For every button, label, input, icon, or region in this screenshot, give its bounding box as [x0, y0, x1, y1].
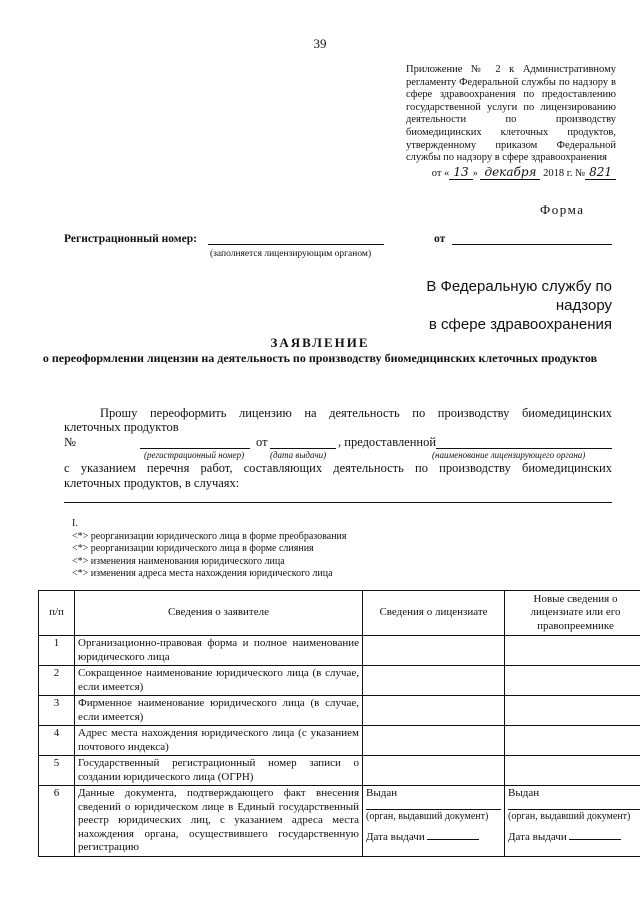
row-number: 2: [39, 666, 75, 696]
issue-date-row: [508, 831, 640, 845]
row-number: 5: [39, 756, 75, 786]
table-row: [39, 786, 640, 857]
licensing-authority-field[interactable]: [436, 448, 612, 449]
row-description: Сокращенное наименование юридического лица (в случае, если имеется): [75, 666, 363, 696]
new-info-cell[interactable]: [505, 696, 640, 726]
registration-date-field[interactable]: [452, 244, 612, 245]
row-description: Фирменное наименование юридического лица (в случае, если имеется): [75, 696, 363, 726]
new-info-cell[interactable]: [505, 726, 640, 756]
table-row: [39, 756, 640, 786]
applicant-info-table: [38, 590, 640, 857]
cases-field[interactable]: [64, 502, 612, 503]
row-description: Государственный регистрационный номер записи о создании юридического лица (ОГРН): [75, 756, 363, 786]
issue-date-label: Дата выдачи: [366, 831, 425, 843]
date-sep: »: [472, 167, 478, 179]
date-month: декабря: [480, 165, 540, 180]
new-info-cell[interactable]: [505, 636, 640, 666]
recipient: [370, 277, 612, 334]
license-date-label: от: [256, 435, 268, 449]
row-number: 3: [39, 696, 75, 726]
table-row: [39, 666, 640, 696]
issuer-hint: (орган, выдавший документ): [366, 810, 489, 822]
appendix-text: Приложение № 2 к Административному регламенту Федеральной службы по надзору в сфере здравоохранения по предоставлению государственной услуги по лицензированию деятельности по производству биомедицинских клеточных продуктов, утвержденному приказом Федеральной службы по надзору в сфере здравоохранения: [406, 64, 616, 164]
row-description: Адрес места нахождения юридического лица (с указанием почтового индекса): [75, 726, 363, 756]
request-line-5: клеточных продуктов, в случаях:: [64, 476, 240, 490]
document-subtitle: о переоформлении лицензии на деятельность по производству биомедицинских клеточных продуктов: [42, 351, 598, 365]
issued-label: Выдан: [508, 787, 540, 799]
table-header-row: [39, 591, 640, 636]
registration-date-label: от: [434, 233, 446, 245]
table-row: [39, 636, 640, 666]
issuer-field[interactable]: [508, 801, 640, 810]
registration-label: Регистрационный номер:: [64, 233, 197, 245]
licensee-cell[interactable]: [363, 726, 505, 756]
date-number: 821: [585, 165, 616, 180]
license-number-field[interactable]: [140, 448, 250, 449]
issued-label: Выдан: [366, 787, 398, 799]
recipient-line-1: В Федеральную службу по надзору: [426, 278, 612, 314]
license-date-field[interactable]: [270, 448, 336, 449]
option-item[interactable]: <*> реорганизации юридического лица в форме слияния: [72, 543, 314, 554]
row-number: 1: [39, 636, 75, 666]
registration-number-field[interactable]: [208, 244, 384, 245]
request-line-4: с указанием перечня работ, составляющих деятельность по производству биомедицинских: [64, 461, 612, 475]
options-marker: I.: [72, 518, 78, 529]
date-day: 13: [449, 165, 472, 180]
option-item[interactable]: <*> реорганизации юридического лица в форме преобразования: [72, 530, 347, 542]
request-line-1: Прошу переоформить лицензию на деятельность по производству биомедицинских: [100, 406, 612, 420]
licensee-cell[interactable]: [363, 666, 505, 696]
row-description: Данные документа, подтверждающего факт внесения сведений о юридическом лице в Единый государственный реестр юридических лиц, с указанием адреса места нахождения органа, осуществившего государственную регистрацию: [75, 786, 363, 857]
issue-date-field[interactable]: [569, 839, 621, 840]
licensee-cell[interactable]: [363, 636, 505, 666]
new-info-cell[interactable]: [505, 756, 640, 786]
header-new-info: Новые сведения о лицензиате или его правопреемнике: [505, 591, 640, 636]
new-info-document-cell[interactable]: [505, 786, 640, 857]
provided-label: , предоставленной: [338, 435, 437, 449]
date-year: 2018 г. №: [543, 167, 586, 179]
row-number: 4: [39, 726, 75, 756]
hint-registration-number: (регистрационный номер): [144, 450, 245, 460]
hint-issue-date: (дата выдачи): [270, 450, 327, 460]
license-no-label: №: [64, 435, 76, 449]
table-row: [39, 726, 640, 756]
licensee-document-cell[interactable]: [363, 786, 505, 857]
issue-date-label: Дата выдачи: [508, 831, 567, 843]
recipient-line-2: в сфере здравоохранения: [428, 316, 612, 333]
table-row: [39, 696, 640, 726]
appendix-date: [406, 166, 616, 181]
request-line-2: клеточных продуктов: [64, 420, 179, 434]
issuer-field[interactable]: [366, 801, 501, 810]
issue-date-row: [366, 831, 501, 845]
licensee-cell[interactable]: [363, 696, 505, 726]
option-item[interactable]: <*> изменения наименования юридического лица: [72, 555, 285, 567]
form-label: Форма: [540, 202, 585, 217]
licensee-cell[interactable]: [363, 756, 505, 786]
page-number: 39: [313, 36, 327, 51]
registration-hint: (заполняется лицензирующим органом): [210, 249, 372, 259]
date-prefix: от «: [431, 167, 450, 179]
new-info-cell[interactable]: [505, 666, 640, 696]
issuer-hint: (орган, выдавший документ): [508, 810, 631, 822]
appendix-note: [406, 64, 616, 180]
option-item[interactable]: <*> изменения адреса места нахождения юридического лица: [72, 568, 333, 579]
options-list: [72, 518, 347, 581]
row-description: Организационно-правовая форма и полное наименование юридического лица: [75, 636, 363, 666]
row-number: 6: [39, 786, 75, 857]
header-applicant: Сведения о заявителе: [75, 591, 363, 636]
issue-date-field[interactable]: [427, 839, 479, 840]
header-licensee: Сведения о лицензиате: [363, 591, 505, 636]
header-number: п/п: [39, 591, 75, 636]
document-title: ЗАЯВЛЕНИЕ: [270, 335, 370, 350]
hint-licensing-authority: (наименование лицензирующего органа): [432, 450, 586, 460]
